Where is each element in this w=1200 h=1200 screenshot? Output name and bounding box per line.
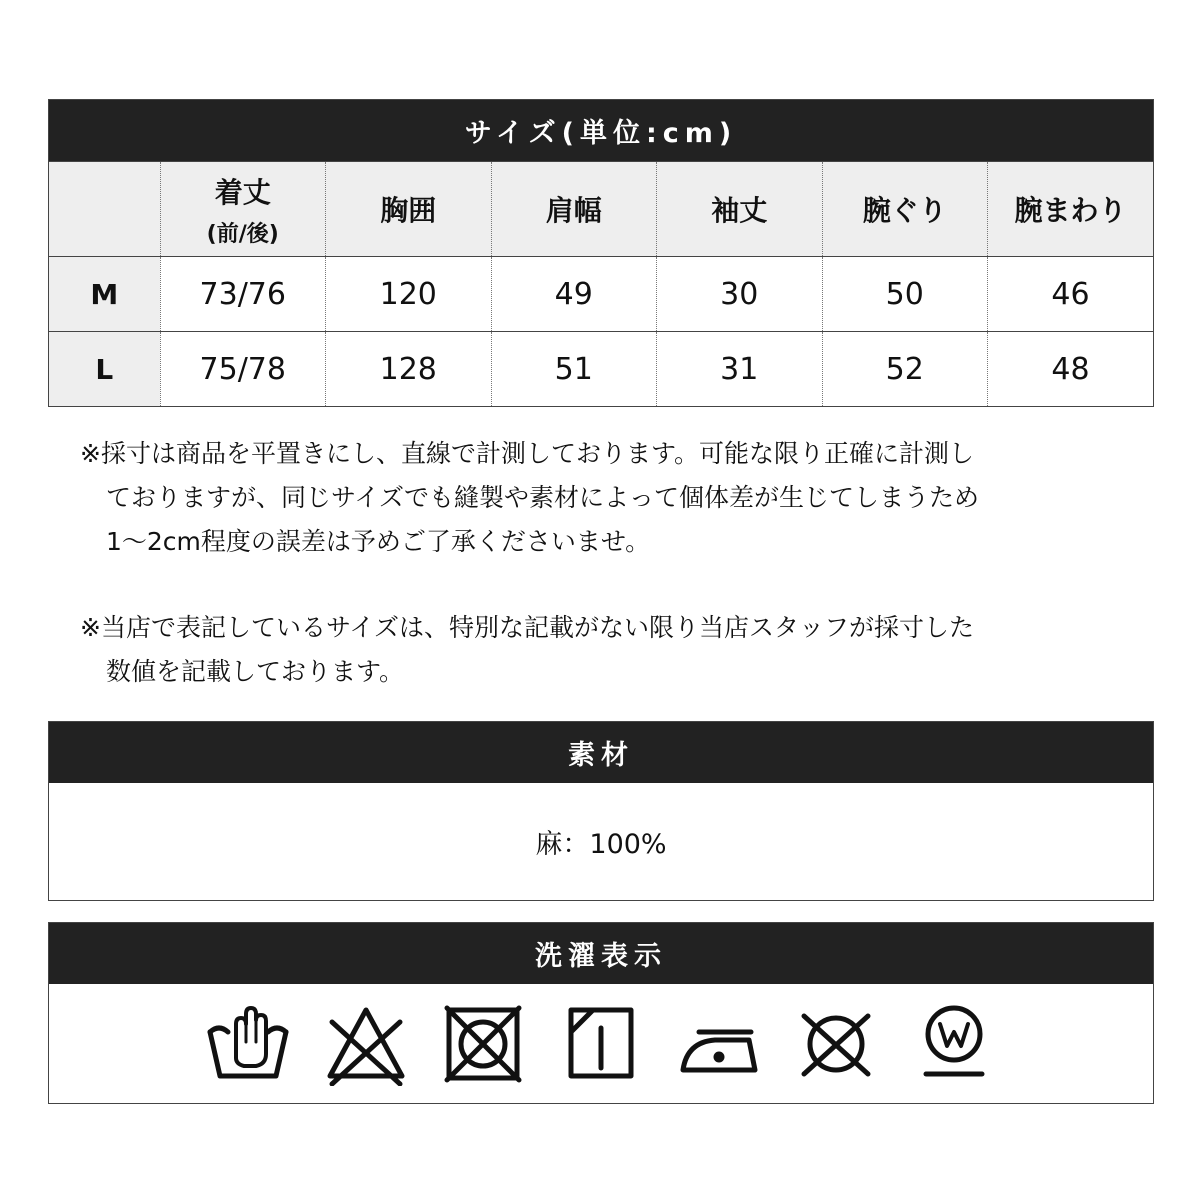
material-content: 麻：100% <box>535 829 667 860</box>
wet-clean-icon <box>912 1002 996 1086</box>
table-cell: 75/78 <box>160 332 326 407</box>
table-cell: 128 <box>326 332 492 407</box>
table-cell: 48 <box>988 332 1154 407</box>
table-row <box>49 257 1153 332</box>
column-header-chest: 胸囲 <box>326 162 492 257</box>
hand-wash-icon <box>206 1002 290 1086</box>
table-cell: 30 <box>657 257 823 332</box>
note-line: ておりますが、同じサイズでも縫製や素材によって個体差が生じてしまうため <box>106 483 980 512</box>
column-header-sublabel: (前/後) <box>206 221 279 247</box>
note-line: ※採寸は商品を平置きにし、直線で計測しております。可能な限り正確に計測し <box>80 439 974 468</box>
corner-cell <box>49 162 160 257</box>
table-cell: 31 <box>657 332 823 407</box>
material-section <box>48 721 1154 901</box>
note-line: 1～2cm程度の誤差は予めご了承くださいませ。 <box>106 527 651 556</box>
care-title: 洗濯表示 <box>49 923 1153 984</box>
column-header-armhole: 腕ぐり <box>822 162 988 257</box>
material-title: 素材 <box>49 722 1153 783</box>
no-bleach-icon <box>324 1002 408 1086</box>
column-header-sleeve: 袖丈 <box>657 162 823 257</box>
iron-low-icon <box>677 1002 761 1086</box>
measurement-notes <box>80 432 1140 694</box>
column-header-label: 着丈 <box>214 175 271 209</box>
table-row <box>49 332 1153 407</box>
care-icons-row <box>49 984 1153 1103</box>
note-line: 数値を記載しております。 <box>106 657 405 686</box>
size-table-section <box>48 99 1154 407</box>
table-cell: 52 <box>822 332 988 407</box>
column-header-arm-circumference: 腕まわり <box>988 162 1154 257</box>
no-tumble-dry-icon <box>441 1002 525 1086</box>
size-table-title: サイズ(単位:cm) <box>49 100 1153 161</box>
column-header-shoulder: 肩幅 <box>491 162 657 257</box>
table-cell: 73/76 <box>160 257 326 332</box>
no-dry-clean-icon <box>794 1002 878 1086</box>
size-label: L <box>49 332 160 407</box>
size-label: M <box>49 257 160 332</box>
note-line: ※当店で表記しているサイズは、特別な記載がない限り当店スタッフが採寸した <box>80 613 974 642</box>
table-cell: 51 <box>491 332 657 407</box>
table-cell: 50 <box>822 257 988 332</box>
care-section <box>48 922 1154 1104</box>
size-table-header-row <box>49 162 1153 257</box>
table-cell: 120 <box>326 257 492 332</box>
table-cell: 46 <box>988 257 1154 332</box>
table-cell: 49 <box>491 257 657 332</box>
column-header-length <box>160 162 326 257</box>
size-table <box>49 161 1153 406</box>
drip-dry-shade-icon <box>559 1002 643 1086</box>
